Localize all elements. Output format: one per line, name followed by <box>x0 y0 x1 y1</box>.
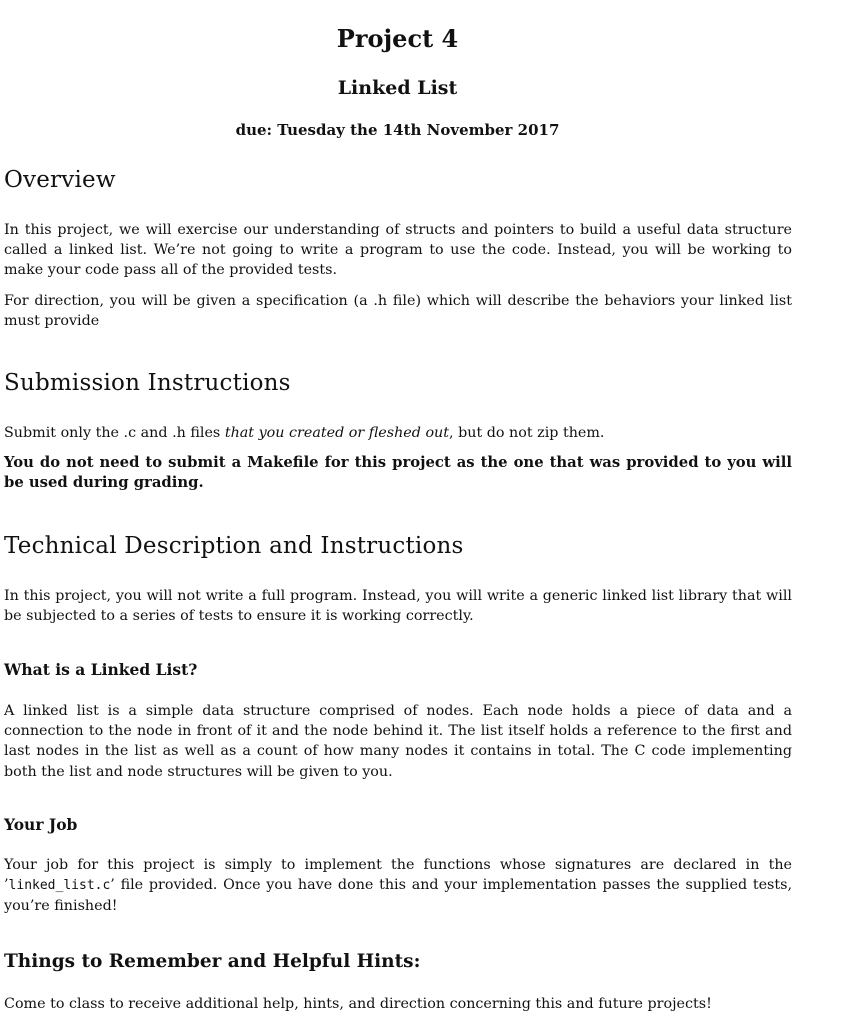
submission-text-italic: that you created or fleshed out <box>224 425 450 441</box>
submission-text-before: Submit only the .c and .h files <box>4 425 225 441</box>
technical-heading: Technical Description and Instructions <box>4 533 464 559</box>
hints-paragraph: Come to class to receive additional help, hints, and direction concerning this and future projects! <box>4 996 712 1012</box>
linked-list-subheading: What is a Linked List? <box>4 660 198 679</box>
hints-heading: Things to Remember and Helpful Hints: <box>4 951 421 972</box>
your-job-text-after: ’ file provided. Once you have done this and your implementation passes the supplied tests, you’re finished! <box>4 877 792 915</box>
document-subtitle: Linked List <box>337 77 458 99</box>
your-job-text-before: Your job for this project is simply to implement the functions whose signatures are declared in the ’ <box>4 857 792 894</box>
submission-paragraph-2: You do not need to submit a Makefile for this project as the one that was provided to you will be used during grading. <box>4 454 792 492</box>
submission-heading: Submission Instructions <box>4 370 291 396</box>
submission-paragraph-1 <box>4 423 792 443</box>
your-job-paragraph <box>4 855 792 917</box>
technical-paragraph-1: In this project, you will not write a full program. Instead, you will write a generic linked list library that will be subjected to a series of tests to ensure it is working correctly. <box>4 588 792 625</box>
your-job-subheading: Your Job <box>4 815 78 834</box>
overview-heading: Overview <box>4 167 116 193</box>
overview-paragraph-1: In this project, we will exercise our understanding of structs and pointers to build a useful data structure called a linked list. We’re not going to write a program to use the code. Instead, you will be working to make your code pass all of the provided tests. <box>4 222 792 279</box>
overview-paragraph-2: For direction, you will be given a specification (a .h file) which will describe the behaviors your linked list must provide <box>4 293 792 330</box>
document-title: Project 4 <box>336 24 459 53</box>
due-date: due: Tuesday the 14th November 2017 <box>235 121 560 139</box>
submission-text-after: , but do not zip them. <box>449 425 605 441</box>
linked-list-paragraph: A linked list is a simple data structure comprised of nodes. Each node holds a piece of data and a connection to the node in front of it and the node behind it. The list itself holds a reference to the first and last nodes in the list as well as a count of how many nodes it contains in total. The C code implementing both the list and node structures will be given to you. <box>4 703 792 780</box>
linked-list-filename: linked_list.c <box>8 878 111 894</box>
